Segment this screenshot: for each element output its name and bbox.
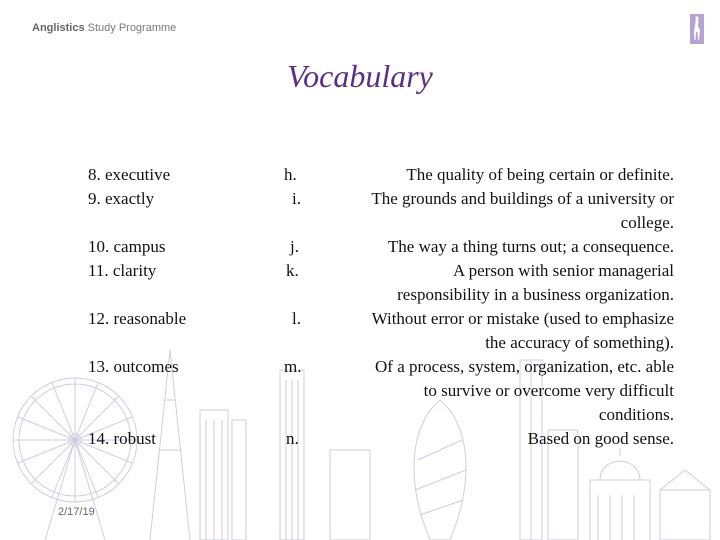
definition-text: conditions. <box>598 405 674 424</box>
definition-line <box>280 211 674 235</box>
domed-building-icon <box>590 448 710 540</box>
definition-letter: i. <box>292 189 301 208</box>
definition-text: Based on good sense. <box>527 429 674 448</box>
term-item: 9. exactly <box>88 189 155 208</box>
definition-line <box>280 427 674 451</box>
slide-date: 2/17/19 <box>58 506 95 518</box>
term-item: 11. clarity <box>88 261 157 280</box>
definition-list <box>280 163 674 451</box>
definition-line <box>280 355 674 379</box>
logo-icon <box>690 14 704 44</box>
definition-text: Of a process, system, organization, etc. able <box>375 357 674 376</box>
definition-letter: h. <box>284 165 297 184</box>
definition-text: to survive or overcome very difficult <box>423 381 674 400</box>
definition-line <box>280 187 674 211</box>
definition-text: Without error or mistake (used to emphasize <box>371 309 674 328</box>
term-item: 10. campus <box>88 237 166 256</box>
definition-line <box>280 379 674 403</box>
definition-letter: j. <box>290 237 299 256</box>
definition-text: The quality of being certain or definite. <box>406 165 674 184</box>
definition-text: responsibility in a business organization. <box>397 285 674 304</box>
definition-line <box>280 331 674 355</box>
definition-line <box>280 403 674 427</box>
definition-line <box>280 259 674 283</box>
definition-text: The way a thing turns out; a consequence. <box>387 237 674 256</box>
term-item: 12. reasonable <box>88 309 187 328</box>
term-item: 13. outcomes <box>88 357 179 376</box>
definition-letter: m. <box>284 357 302 376</box>
definition-text: the accuracy of something). <box>485 333 674 352</box>
definition-text: A person with senior managerial <box>453 261 674 280</box>
definition-letter: k. <box>286 261 299 280</box>
definition-text: college. <box>620 213 674 232</box>
programme-header <box>32 22 176 34</box>
programme-name: Anglistics <box>32 22 85 34</box>
slide-title: Vocabulary <box>287 58 433 94</box>
programme-suffix: Study Programme <box>84 22 177 34</box>
definition-letter: n. <box>286 429 299 448</box>
definition-line <box>280 283 674 307</box>
spire-icon <box>150 350 190 540</box>
term-item: 14. robust <box>88 429 156 448</box>
definition-letter: l. <box>292 309 301 328</box>
definition-line <box>280 163 674 187</box>
definition-line <box>280 235 674 259</box>
definition-line <box>280 307 674 331</box>
term-item: 8. executive <box>88 165 171 184</box>
definition-text: The grounds and buildings of a university or <box>371 189 674 208</box>
